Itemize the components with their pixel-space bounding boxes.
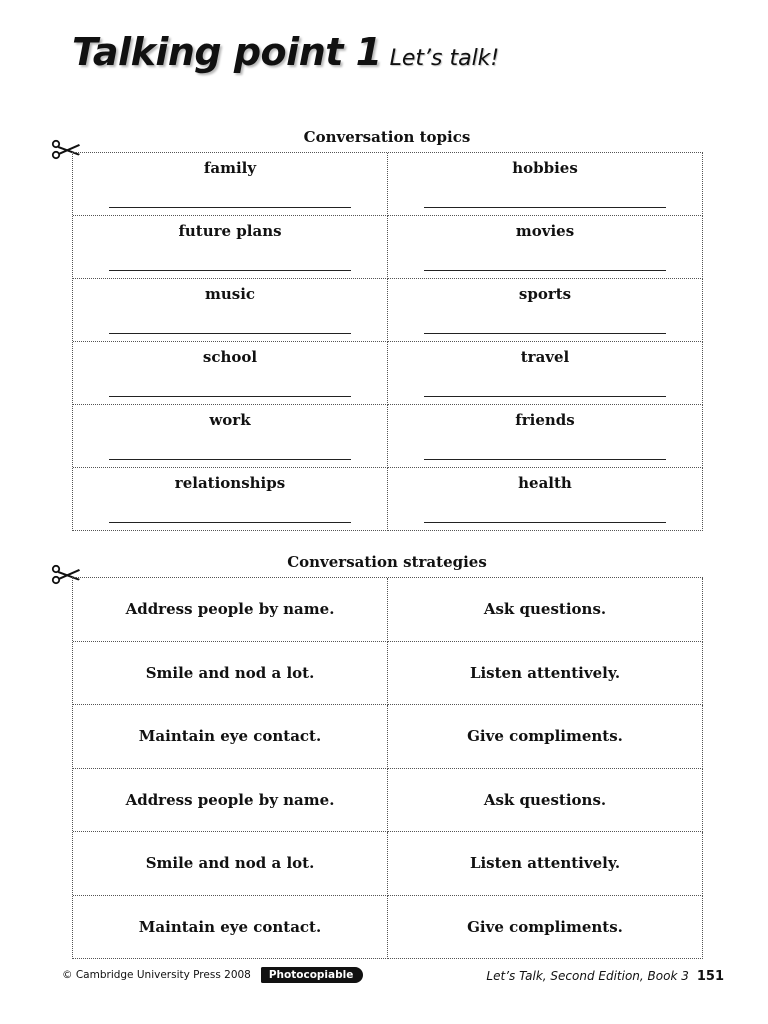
strategy-label: Ask questions. [483,600,607,619]
topic-label: family [203,159,257,177]
topic-label: movies [515,222,575,240]
page-number: 151 [696,969,724,984]
topic-label: hobbies [512,159,578,177]
strategy-label: Give compliments. [467,917,623,936]
topic-label: work [209,411,251,429]
strategy-card [73,705,388,769]
topic-label: travel [520,348,570,366]
strategy-card [388,578,703,642]
strategy-label: Listen attentively. [469,854,621,873]
book-title: Let’s Talk, Second Edition, Book 3 [486,969,689,983]
strategy-card [388,642,703,706]
strategy-card [73,578,388,642]
strategy-row [73,769,703,833]
footer-copyright-block [62,967,363,983]
write-line [109,333,351,334]
title-main: Talking point 1 [72,30,382,74]
topic-card [388,405,703,468]
topic-card [73,342,388,405]
strategy-card [388,896,703,960]
strategy-label: Address people by name. [125,600,335,619]
write-line [109,270,351,271]
topic-label: future plans [178,222,282,240]
topic-label: relationships [174,474,286,492]
write-line [424,459,666,460]
write-line [109,459,351,460]
strategy-label: Smile and nod a lot. [145,663,315,682]
topic-card [73,216,388,279]
write-line [424,207,666,208]
strategies-section-title: Conversation strategies [287,553,487,571]
topic-card [388,468,703,531]
strategy-card [73,896,388,960]
write-line [424,270,666,271]
topic-label: school [202,348,258,366]
copyright-text: © Cambridge University Press 2008 [62,969,251,981]
topic-row [73,279,703,342]
topics-grid [72,152,703,531]
strategy-label: Ask questions. [483,790,607,809]
strategies-grid [72,577,703,959]
topic-label: music [204,285,256,303]
strategy-label: Listen attentively. [469,663,621,682]
strategy-row [73,832,703,896]
strategy-label: Give compliments. [467,727,623,746]
topic-row [73,468,703,531]
strategy-card [73,642,388,706]
topic-row [73,153,703,216]
write-line [109,207,351,208]
write-line [109,522,351,523]
write-line [109,396,351,397]
strategy-label: Maintain eye contact. [138,727,322,746]
write-line [424,396,666,397]
topics-section-title: Conversation topics [303,128,471,146]
write-line [424,522,666,523]
topic-label: health [518,474,572,492]
write-line [424,333,666,334]
strategy-card [73,832,388,896]
topic-row [73,342,703,405]
footer-book-block [486,965,724,984]
strategy-card [388,832,703,896]
topic-label: sports [518,285,572,303]
title-subtitle: Let’s talk! [389,46,500,71]
topic-label: friends [515,411,575,429]
topic-card [388,279,703,342]
topic-card [388,216,703,279]
strategy-card [388,769,703,833]
topic-card [73,279,388,342]
strategy-label: Smile and nod a lot. [145,854,315,873]
strategy-row [73,642,703,706]
strategy-row [73,896,703,960]
topic-card [73,153,388,216]
topic-card [388,153,703,216]
topic-row [73,216,703,279]
topic-card [73,405,388,468]
strategy-card [388,705,703,769]
strategy-label: Maintain eye contact. [138,917,322,936]
strategy-label: Address people by name. [125,790,335,809]
page-title [72,30,499,74]
topic-card [73,468,388,531]
topic-card [388,342,703,405]
strategy-card [73,769,388,833]
topic-row [73,405,703,468]
strategy-row [73,578,703,642]
photocopiable-badge: Photocopiable [261,967,364,983]
strategy-row [73,705,703,769]
